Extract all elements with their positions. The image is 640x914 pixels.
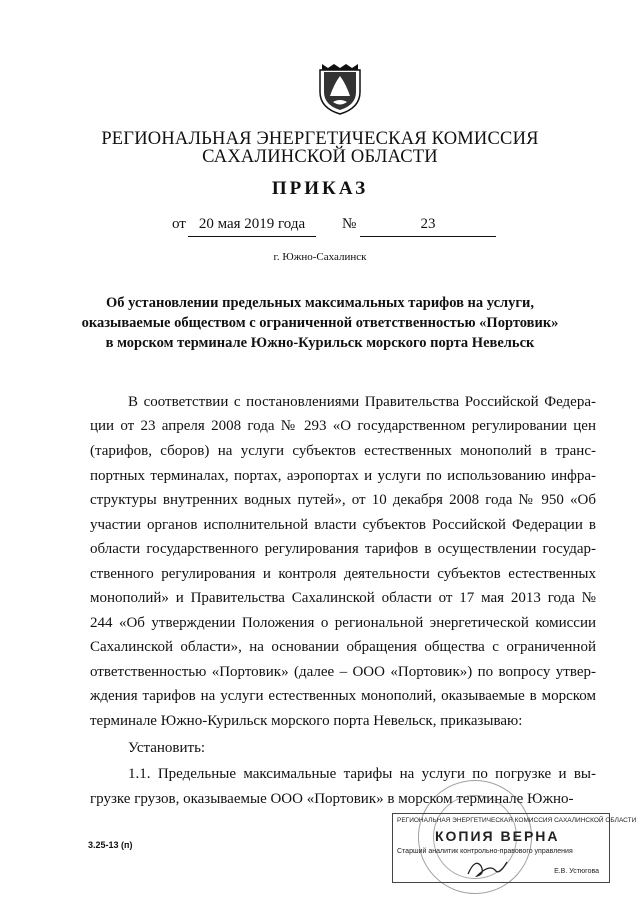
stamp-signer-name: Е.В. Устюгова [554,868,599,875]
establish-label: Установить: [128,740,206,756]
body-text-line: ждения тарифов на услуги естественных монополий, оказываемые в морском [90,688,596,704]
document-number: 23 [360,216,496,237]
document-title-line: Об установлении предельных максимальных тарифов на услуги, [106,295,534,311]
body-text-line: участии органов исполнительной власти субъектов Российской Федерации в [90,517,596,533]
body-text-line: (тарифов, сборов) на услуги субъектов естественных монополий в транс- [90,443,596,459]
date-prefix-label: от [172,216,186,232]
document-date: 20 мая 2019 года [188,216,316,237]
body-text-line: Сахалинской области», на основании обращения общества с ограниченной [90,639,596,655]
clause-text-line: 1.1. Предельные максимальные тарифы на услуги по погрузке и вы- [128,766,596,782]
document-type: ПРИКАЗ [271,178,369,199]
body-text-line: ственного регулирования и контроля деятельности субъектов естественных [90,566,596,582]
stamp-title: КОПИЯ ВЕРНА [435,828,560,844]
document-title-line: оказываемые обществом с ограниченной ответственностью «Портовик» [81,315,559,331]
clause-text-line: грузке грузов, оказываемые ООО «Портовик» в морском терминале Южно- [90,791,574,807]
body-text-line: структуры внутренних водных путей», от 10 декабря 2008 года № 950 «Об [90,492,596,508]
stamp-position: Старший аналитик контрольно-правового управления [397,848,573,855]
city-name: г. Южно-Сахалинск [273,251,367,263]
document-title-line: в морском терминале Южно-Курильск морского порта Невельск [105,335,535,351]
org-name-line-1: РЕГИОНАЛЬНАЯ ЭНЕРГЕТИЧЕСКАЯ КОМИССИЯ [101,129,539,149]
certified-copy-stamp [392,813,637,883]
body-text-line: портных терминалах, портах, аэропортах и услуги по использованию инфра- [90,468,596,484]
body-text-line: ции от 23 апреля 2008 года № 293 «О государственном регулировании цен [90,418,596,434]
stamp-org-name: РЕГИОНАЛЬНАЯ ЭНЕРГЕТИЧЕСКАЯ КОМИССИЯ САХАЛИНСКОЙ ОБЛАСТИ [397,817,637,824]
body-text-line: терминале Южно-Курильск морского порта Невельск, приказываю: [90,713,523,729]
signature-icon [465,856,511,880]
body-text-line: области государственного регулирования тарифов в осуществлении государ- [90,541,596,557]
coat-of-arms-icon [318,62,362,116]
body-text-line: 244 «Об утверждении Положения о региональной энергетической комиссии [90,615,596,631]
body-text-line: ответственностью «Портовик» (далее – ООО «Портовик») по вопросу утвер- [90,664,596,680]
number-label: № [342,216,357,232]
footer-code: 3.25-13 (п) [88,840,133,850]
body-text-line: монополий» и Правительства Сахалинской области от 17 мая 2013 года № [90,590,596,606]
body-text-line: В соответствии с постановлениями Правительства Российской Федера- [128,394,596,410]
org-name-line-2: САХАЛИНСКОЙ ОБЛАСТИ [202,147,438,167]
